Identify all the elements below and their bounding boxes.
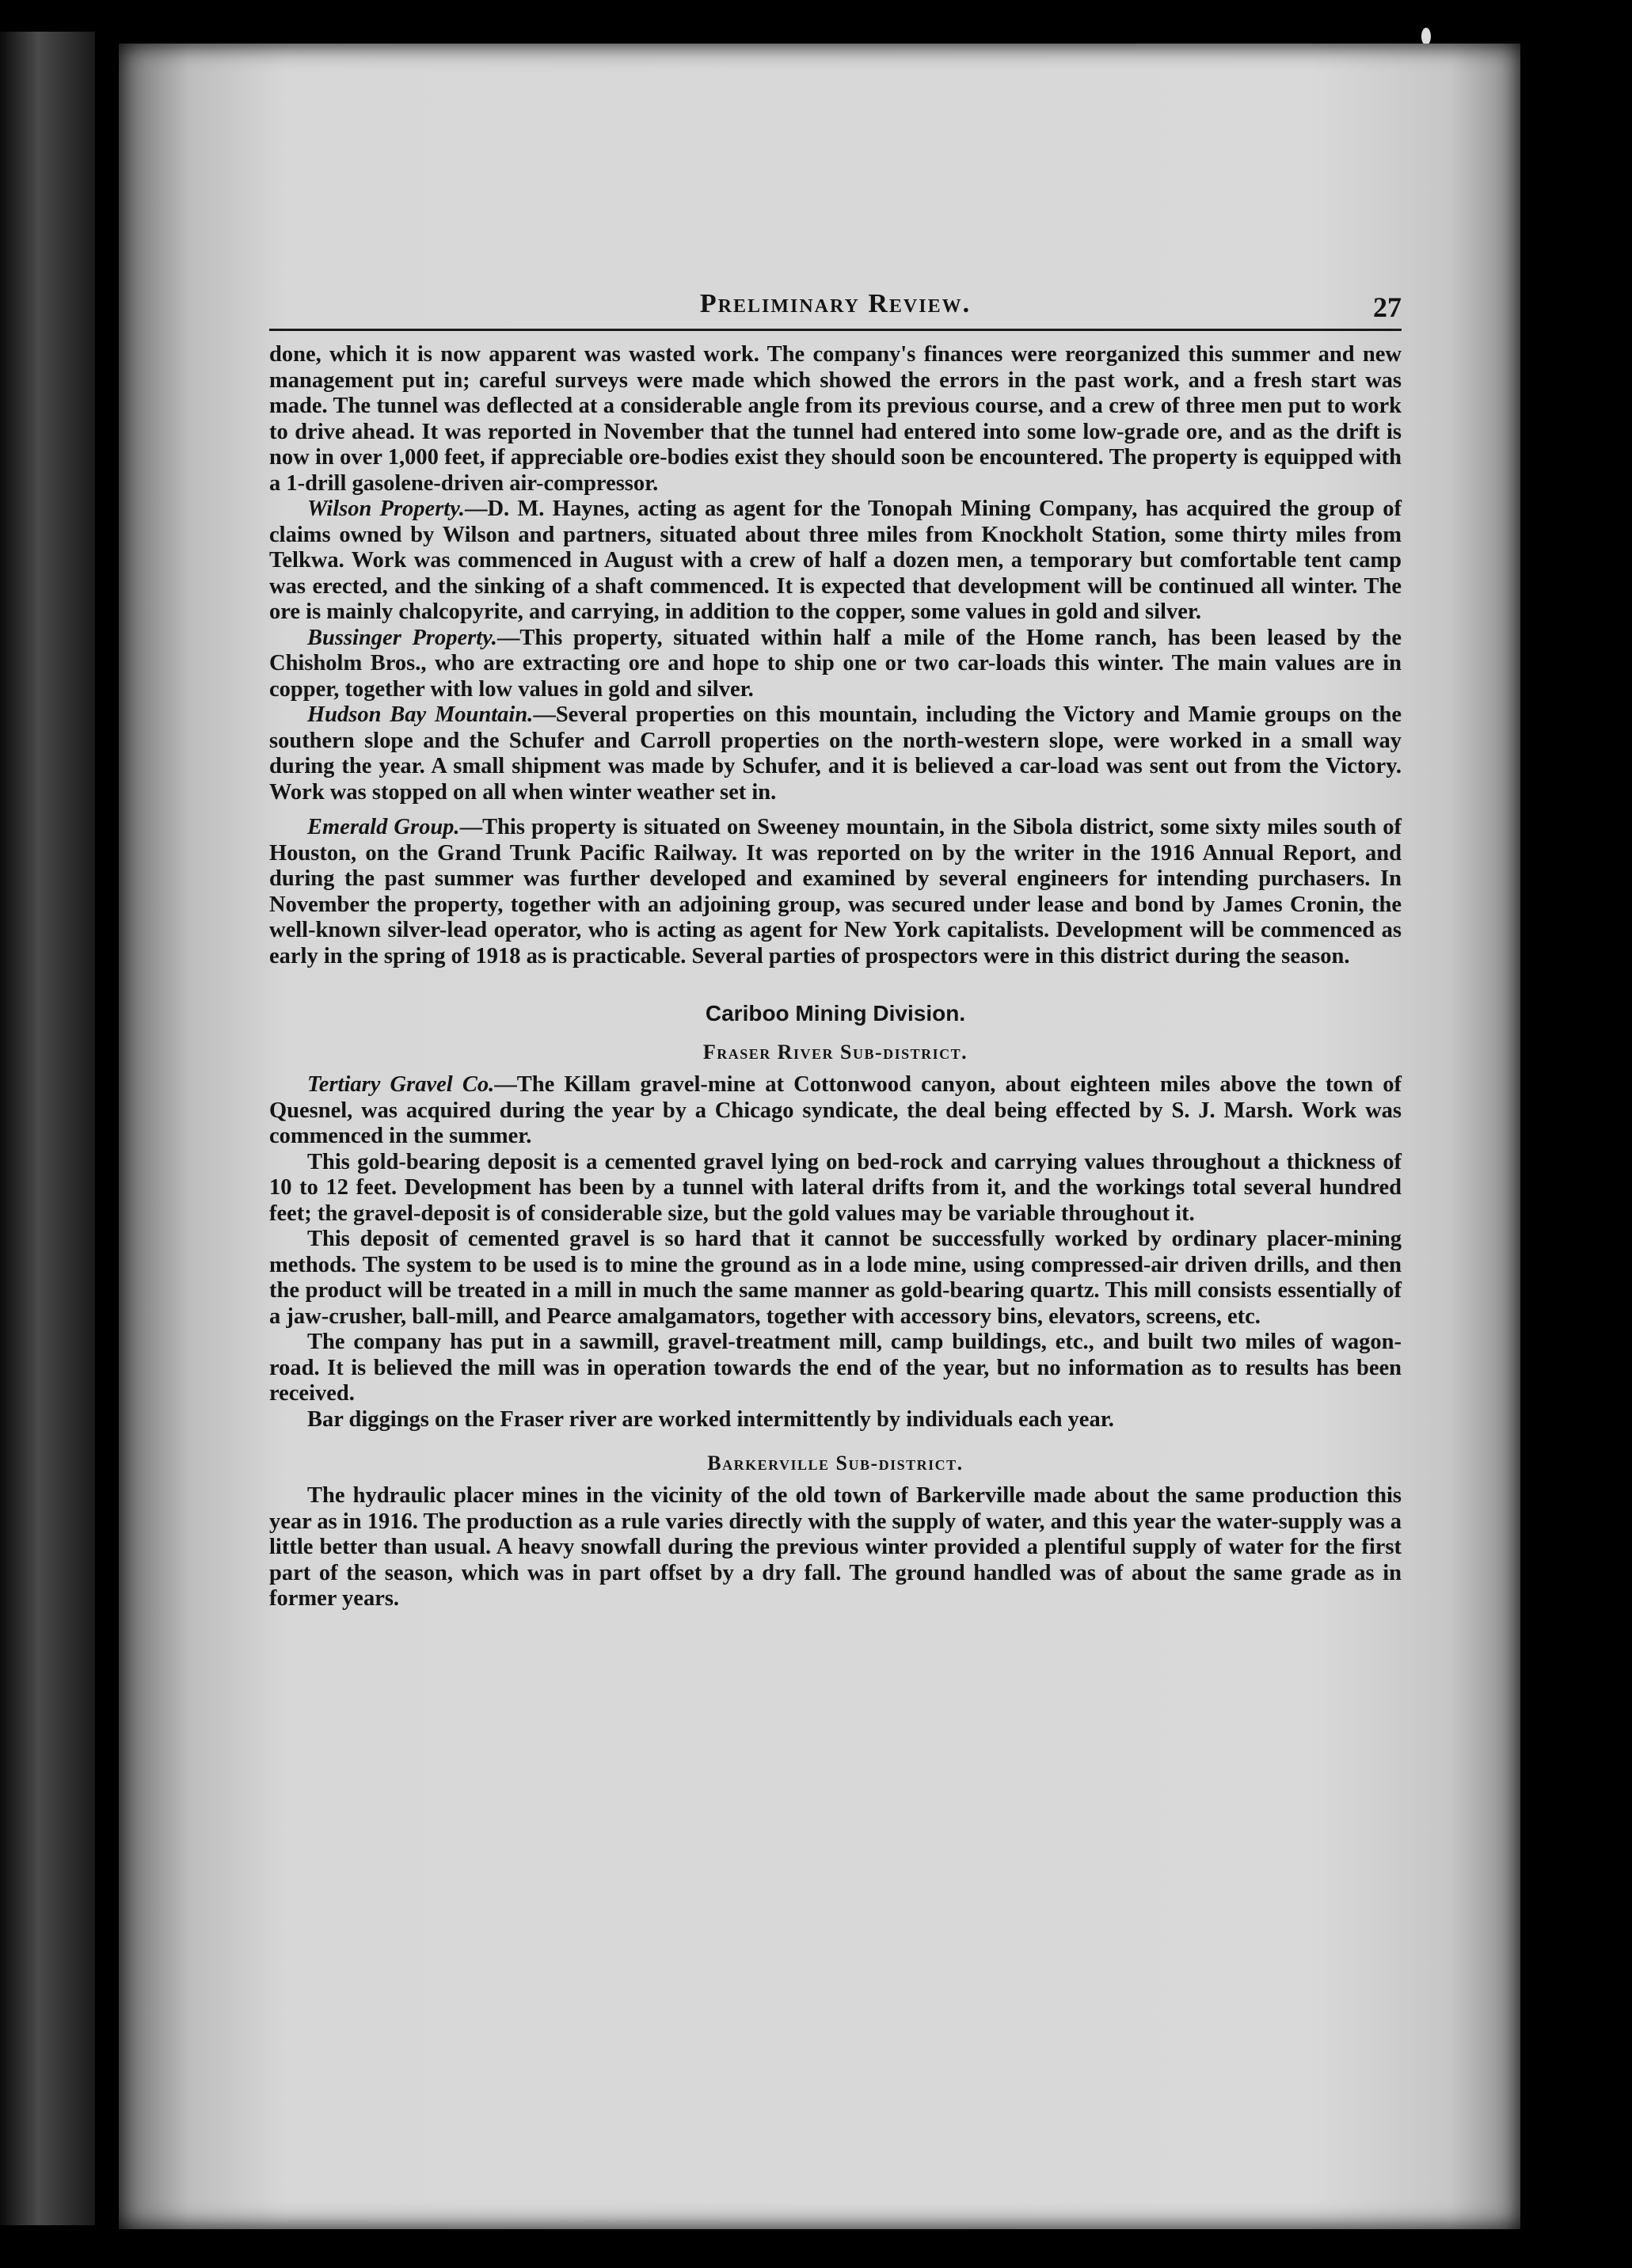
- paragraph: This gold-bearing deposit is a cemented gravel lying on bed-rock and carrying values throughout a thickness of 10 to 12 feet. Development has been by a tunnel with lateral drifts from it, and the workings total several hundred feet; the gravel-deposit is of considerable size, but the gold values may be variable throughout it.: [269, 1149, 1402, 1226]
- paragraph: [269, 815, 1402, 969]
- page-content: [269, 273, 1402, 1612]
- paragraph-body: —D. M. Haynes, acting as agent for the Tonopah Mining Company, has acquired the group of claims owned by Wilson and partners, situated about three miles from Knockholt Station, some thirty miles from Telkwa. Work was commenced in August with a crew of half a dozen men, a temporary but comfortable tent camp was erected, and the sinking of a shaft commenced. It is expected that development will be continued all winter. The ore is mainly chalcopyrite, and carrying, in addition to the copper, some values in gold and silver.: [269, 497, 1402, 624]
- subdistrict-heading: Fraser River Sub-district.: [702, 1041, 968, 1064]
- paragraph-lead: Wilson Property.: [307, 497, 465, 521]
- paragraph: [269, 626, 1402, 703]
- scan-speck: [1421, 28, 1431, 45]
- page-number: 27: [1373, 291, 1402, 323]
- adjacent-page-edge: [0, 32, 95, 2225]
- paragraph-body: —The Killam gravel-mine at Cottonwood canyon, about eighteen miles above the town of Quesnel, was acquired during the year by a Chicago syndicate, the deal being effected by S. J. Marsh. Work was commenced in the summer.: [269, 1072, 1402, 1148]
- subdistrict-heading: Barkerville Sub-district.: [707, 1452, 964, 1475]
- paragraph: This deposit of cemented gravel is so hard that it cannot be successfully worked by ordinary placer-mining methods. The system to be used is to mine the ground as in a lode mine, using compressed-air driven drills, and then the product will be treated in a mill in much the same manner as gold-bearing quartz. This mill consists essentially of a jaw-crusher, ball-mill, and Pearce amalgamators, together with accessory bins, elevators, screens, etc.: [269, 1227, 1402, 1329]
- spacer: [269, 805, 1402, 815]
- paragraph: [269, 1072, 1402, 1150]
- paragraph: The company has put in a sawmill, gravel-treatment mill, camp buildings, etc., and built two miles of wagon-road. It is believed the mill was in operation towards the end of the year, but no information as to results has been received.: [269, 1330, 1402, 1406]
- paragraph-body: —Several properties on this mountain, including the Victory and Mamie groups on the southern slope and the Schufer and Carroll properties on the north-western slope, were worked in a small way during the year. A small shipment was made by Schufer, and it is believed a car-load was sent out from the Victory. Work was stopped on all when winter weather set in.: [269, 702, 1402, 805]
- paragraph-lead: Emerald Group.: [307, 815, 460, 839]
- paragraph: Bar diggings on the Fraser river are worked intermittently by individuals each year.: [307, 1406, 1114, 1432]
- running-head: Preliminary Review.: [699, 289, 972, 318]
- paragraph: [269, 497, 1402, 626]
- paragraph-body: —This property, situated within half a mile of the Home ranch, has been leased by the Chisholm Bros., who are extracting ore and hope to ship one or two car-loads this winter. The main values are in copper, together with low values in gold and silver.: [269, 625, 1402, 702]
- document-page: [119, 44, 1520, 2229]
- paragraph: [269, 702, 1402, 805]
- division-heading: Cariboo Mining Division.: [705, 1001, 966, 1026]
- paragraph-lead: Bussinger Property.: [307, 625, 497, 650]
- paragraph-lead: Tertiary Gravel Co.: [307, 1072, 495, 1097]
- page-header: [269, 273, 1402, 331]
- paragraph-lead: Hudson Bay Mountain.: [307, 702, 534, 727]
- paragraph: done, which it is now apparent was wasted work. The company's finances were reorganized this summer and new management put in; careful surveys were made which showed the errors in the past work, and a fresh start was made. The tunnel was deflected at a considerable angle from its previous course, and a crew of three men put to work to drive ahead. It was reported in November that the tunnel had entered into some low-grade ore, and as the drift is now in over 1,000 feet, if appreciable ore-bodies exist they should soon be encountered. The property is equipped with a 1-drill gasolene-driven air-compressor.: [269, 342, 1402, 496]
- paragraph-body: —This property is situated on Sweeney mountain, in the Sibola district, some sixty miles south of Houston, on the Grand Trunk Pacific Railway. It was reported on by the writer in the 1916 Annual Report, and during the past summer was further developed and examined by several engineers for intending purchasers. In November the property, together with an adjoining group, was secured under lease and bond by James Cronin, the well-known silver-lead operator, who is acting as agent for New York capitalists. Development will be commenced as early in the spring of 1918 as is practicable. Several parties of prospectors were in this district during the season.: [269, 815, 1402, 968]
- paragraph: The hydraulic placer mines in the vicinity of the old town of Barkerville made about the same production this year as in 1916. The production as a rule varies directly with the supply of water, and this year the water-supply was a little better than usual. A heavy snowfall during the previous winter provided a plentiful supply of water for the first part of the season, which was in part offset by a dry fall. The ground handled was of about the same grade as in former years.: [269, 1483, 1402, 1611]
